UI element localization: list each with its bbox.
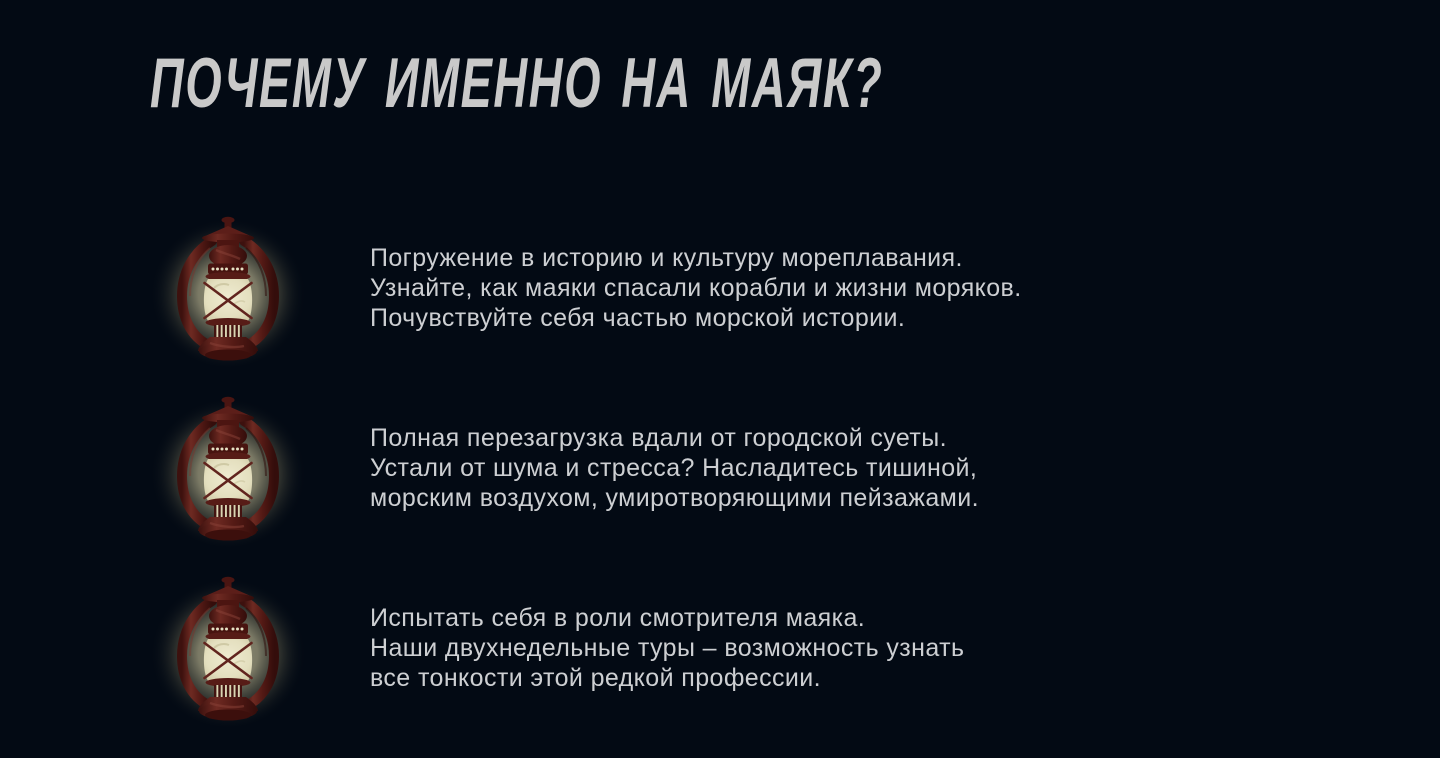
feature-line: Полная перезагрузка вдали от городской суеты. — [370, 424, 947, 452]
feature-row-history — [148, 208, 1022, 368]
feature-line: Узнайте, как маяки спасали корабли и жизни моряков. — [370, 274, 1022, 302]
feature-text — [370, 423, 979, 513]
feature-line: Почувствуйте себя частью морской истории. — [370, 304, 906, 332]
lantern-icon — [148, 208, 308, 368]
feature-row-reset — [148, 388, 979, 548]
feature-line: все тонкости этой редкой профессии. — [370, 664, 821, 692]
feature-text — [370, 243, 1022, 333]
feature-text — [370, 603, 964, 693]
feature-row-keeper — [148, 568, 964, 728]
feature-line: Погружение в историю и культуру мореплавания. — [370, 244, 963, 272]
feature-line: морским воздухом, умиротворяющими пейзажами. — [370, 484, 979, 512]
lantern-icon — [148, 568, 308, 728]
feature-line: Наши двухнедельные туры – возможность узнать — [370, 634, 965, 662]
feature-line: Устали от шума и стресса? Насладитесь тишиной, — [370, 454, 978, 482]
lantern-icon — [148, 388, 308, 548]
section-title: ПОЧЕМУ ИМЕННО НА МАЯК? — [150, 43, 884, 123]
feature-line: Испытать себя в роли смотрителя маяка. — [370, 604, 866, 632]
